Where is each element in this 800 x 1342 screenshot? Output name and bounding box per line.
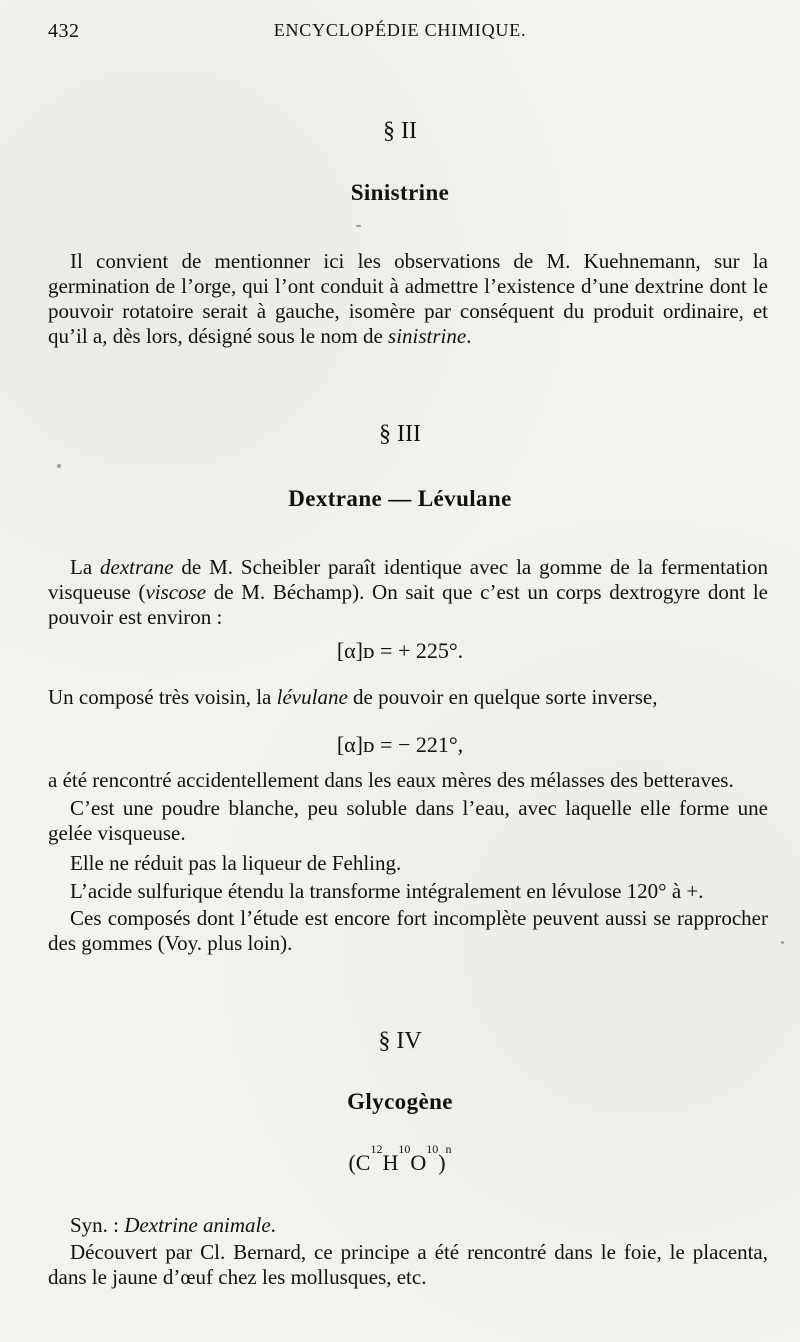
section-iv-paragraph: Découvert par Cl. Bernard, ce principe a été rencontré dans le foie, le placenta, dans le jaune d’œuf chez les mollusques, etc. [48, 1240, 768, 1289]
section-iii-title: Dextrane — Lévulane [288, 486, 512, 511]
synonym-value: Dextrine animale [124, 1213, 271, 1237]
glycogene-formula-oxygen-count: 10 [426, 1142, 439, 1157]
section-iii-paragraph-2-italic: lévulane [276, 685, 348, 709]
section-iii-paragraph-5: Elle ne réduit pas la liqueur de Fehling. [70, 851, 402, 875]
glycogene-formula-prefix: (C [348, 1150, 371, 1175]
section-ii-title: Sinistrine [350, 180, 450, 205]
section-iii-paragraph-6: L’acide sulfurique étendu la transforme intégralement en lévulose 120° à +. [70, 879, 704, 903]
section-iii-paragraph-3: a été rencontré accidentellement dans les eaux mères des mélasses des betteraves. [48, 768, 734, 792]
section-iv-title: Glycogène [347, 1089, 453, 1114]
section-iii-paragraph-7: Ces composés dont l’étude est encore fort incomplète peuvent aussi se rapprocher des gommes (Voy. plus loin). [48, 906, 768, 955]
section-iii-paragraph-1-italic-2: viscose [145, 580, 207, 604]
glycogene-formula-exponent: n [445, 1142, 452, 1157]
synonym-end: . [270, 1213, 276, 1237]
glycogene-formula-suffix: ) [438, 1150, 446, 1175]
glycogene-formula-hydrogen-count: 10 [398, 1142, 411, 1157]
running-title: ENCYCLOPÉDIE CHIMIQUE. [273, 20, 527, 40]
dextrane-rotation-formula: [α]ᴅ = + 225°. [336, 638, 464, 663]
section-ii-paragraph-italic: sinistrine [388, 324, 467, 348]
section-iii-paragraph-1-text-2: de M. Scheibler paraît identique avec la gomme de la fermentation visqueuse ( [48, 555, 768, 604]
glycogene-formula-h: H [382, 1150, 399, 1175]
section-ii-paragraph-text-2: . [466, 324, 472, 348]
glycogene-formula-o: O [410, 1150, 427, 1175]
paper-mark [356, 225, 361, 227]
section-ii-mark: § II [383, 118, 417, 144]
section-iv-mark: § IV [378, 1028, 422, 1054]
section-ii-paragraph-text-1: Il convient de mentionner ici les observations de M. Kuehnemann, sur la germination de l’orge, qui l’ont conduit à admettre l’existence d’une dextrine dont le pouvoir rotatoire serait à gauche, isomère par conséquent du produit ordinaire, et qu’il a, dès lors, désigné sous le nom de [48, 249, 768, 348]
levulane-rotation-formula: [α]ᴅ = − 221°, [336, 732, 464, 757]
margin-speck [781, 941, 784, 944]
glycogene-formula-carbon-count: 12 [370, 1142, 383, 1157]
synonym-line [48, 1213, 768, 1238]
section-iii-paragraph-4: C’est une poudre blanche, peu soluble dans l’eau, avec laquelle elle forme une gelée visqueuse. [48, 796, 768, 845]
page-number: 432 [48, 20, 80, 42]
page-header [48, 20, 752, 48]
section-iii-paragraph-1 [48, 555, 768, 630]
section-iii-paragraph-2-text-1: Un composé très voisin, la [48, 685, 277, 709]
glycogene-formula [0, 1142, 800, 1176]
section-iii-paragraph-1-italic-1: dextrane [100, 555, 174, 579]
section-iii-paragraph-2-text-2: de pouvoir en quelque sorte inverse, [347, 685, 658, 709]
section-iii-paragraph-2 [48, 685, 768, 710]
synonym-label: Syn. : [70, 1213, 125, 1237]
section-iii-paragraph-1-text-3: de M. Béchamp). On sait que c’est un corps dextrogyre dont le pouvoir est environ : [48, 580, 768, 629]
section-iii-paragraph-1-text-1: La [70, 555, 101, 579]
section-iii-mark: § III [379, 421, 421, 447]
section-ii-paragraph [48, 249, 768, 349]
paper-speck [57, 464, 61, 468]
